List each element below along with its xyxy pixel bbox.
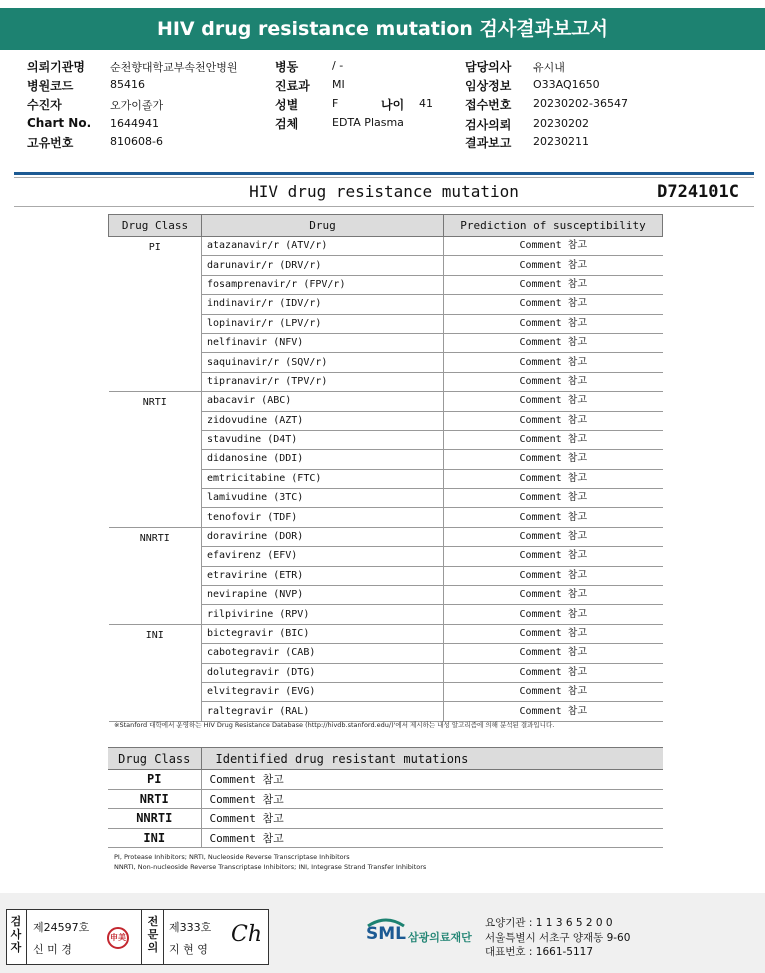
divider xyxy=(14,172,754,175)
header-label: 성별 xyxy=(275,98,299,112)
specialist-label xyxy=(144,915,162,954)
header-label: 의뢰기관명 xyxy=(27,60,85,74)
header-value: / - xyxy=(332,59,344,72)
table-row xyxy=(109,237,663,256)
header-value: 810608-6 xyxy=(110,135,163,148)
drug-class-cell: NRTI xyxy=(109,392,202,528)
drug-cell: lopinavir/r (LPV/r) xyxy=(202,314,444,333)
drug-class-cell: INI xyxy=(108,828,201,848)
divider xyxy=(14,206,754,207)
header-label: 병원코드 xyxy=(27,79,74,93)
mutation-cell: Comment 참고 xyxy=(201,770,663,790)
lab-name: 삼광의료재단 xyxy=(408,931,472,944)
specialist-signature-icon: Ch xyxy=(231,922,263,947)
drug-cell: rilpivirine (RPV) xyxy=(202,605,444,624)
column-header: Drug Class xyxy=(108,748,201,770)
prediction-cell: Comment 참고 xyxy=(444,411,663,430)
prediction-cell: Comment 참고 xyxy=(444,275,663,294)
signature-box xyxy=(6,909,269,965)
lab-address: 서울특별시 서초구 양재동 9-60 xyxy=(485,931,631,944)
drug-cell: indinavir/r (IDV/r) xyxy=(202,295,444,314)
drug-cell: etravirine (ETR) xyxy=(202,566,444,585)
lab-phone: 대표번호 : 1661-5117 xyxy=(485,946,594,958)
lab-institution-number: 요양기관 : 1 1 3 6 5 2 0 0 xyxy=(485,917,613,929)
mutation-cell: Comment 참고 xyxy=(201,809,663,829)
header-value: 1644941 xyxy=(110,117,159,130)
drug-cell: zidovudine (AZT) xyxy=(202,411,444,430)
divider xyxy=(26,910,27,964)
patient-header xyxy=(0,58,765,158)
specialist-name: 지 현 영 xyxy=(169,943,208,956)
divider xyxy=(14,177,754,178)
drug-cell: bictegravir (BIC) xyxy=(202,624,444,643)
prediction-cell: Comment 참고 xyxy=(444,566,663,585)
prediction-cell: Comment 참고 xyxy=(444,702,663,721)
database-note: ※Stanford 대학에서 운영하는 HIV Drug Resistance Database (http://hivdb.stanford.edu/)'에서 제시하는 내성 알고리즘에 의해 분석된 결과입니다. xyxy=(114,721,555,729)
mutation-table xyxy=(108,747,663,848)
drug-cell: cabotegravir (CAB) xyxy=(202,644,444,663)
header-value: 순천향대학교부속천안병원 xyxy=(110,61,238,74)
prediction-cell: Comment 참고 xyxy=(444,372,663,391)
table-row xyxy=(109,392,663,411)
examiner-label xyxy=(7,915,25,954)
drug-cell: nevirapine (NVP) xyxy=(202,586,444,605)
drug-class-cell: PI xyxy=(108,770,201,790)
header-label: 검체 xyxy=(275,117,299,131)
examiner-name: 신 미 경 xyxy=(33,943,72,956)
susceptibility-table xyxy=(108,214,663,722)
specialist-number: 제333호 xyxy=(169,921,212,934)
prediction-cell: Comment 참고 xyxy=(444,682,663,701)
mutation-table-body xyxy=(108,770,663,848)
column-header: Drug xyxy=(202,215,444,237)
abbreviation-line: NNRTI, Non-nucleoside Reverse Transcriptase Inhibitors; INI, Integrase Strand Transfer Inhibitors xyxy=(114,863,427,871)
drug-cell: didanosine (DDI) xyxy=(202,450,444,469)
header-label: 결과보고 xyxy=(465,136,512,150)
prediction-cell: Comment 참고 xyxy=(444,353,663,372)
table-row xyxy=(108,809,663,829)
prediction-cell: Comment 참고 xyxy=(444,256,663,275)
header-label: 담당의사 xyxy=(465,60,512,74)
prediction-cell: Comment 참고 xyxy=(444,314,663,333)
document-code: D724101C xyxy=(657,182,739,202)
prediction-cell: Comment 참고 xyxy=(444,663,663,682)
prediction-cell: Comment 참고 xyxy=(444,392,663,411)
drug-cell: lamivudine (3TC) xyxy=(202,489,444,508)
header-label: 임상정보 xyxy=(465,79,512,93)
drug-cell: fosamprenavir/r (FPV/r) xyxy=(202,275,444,294)
prediction-cell: Comment 참고 xyxy=(444,644,663,663)
drug-cell: emtricitabine (FTC) xyxy=(202,469,444,488)
header-value: 20230202-36547 xyxy=(533,97,628,110)
divider xyxy=(141,910,142,964)
header-label: 수진자 xyxy=(27,98,62,112)
column-header: Identified drug resistant mutations xyxy=(201,748,663,770)
header-value: 20230202 xyxy=(533,117,589,130)
table-row xyxy=(109,624,663,643)
document-title: HIV drug resistance mutation xyxy=(249,182,519,201)
prediction-cell: Comment 참고 xyxy=(444,333,663,352)
prediction-cell: Comment 참고 xyxy=(444,489,663,508)
header-label-age: 나이 xyxy=(381,98,405,112)
table-row xyxy=(108,828,663,848)
abbreviation-line: PI, Protease Inhibitors; NRTI, Nucleoside Reverse Transcriptase Inhibitors xyxy=(114,853,350,861)
header-value: 유시내 xyxy=(533,61,565,74)
drug-cell: saquinavir/r (SQV/r) xyxy=(202,353,444,372)
header-value: MI xyxy=(332,78,345,91)
mutation-cell: Comment 참고 xyxy=(201,828,663,848)
header-value-age: 41 xyxy=(419,97,433,110)
prediction-cell: Comment 참고 xyxy=(444,430,663,449)
prediction-cell: Comment 참고 xyxy=(444,527,663,546)
prediction-cell: Comment 참고 xyxy=(444,508,663,527)
header-value: EDTA Plasma xyxy=(332,116,404,129)
drug-cell: doravirine (DOR) xyxy=(202,527,444,546)
prediction-cell: Comment 참고 xyxy=(444,237,663,256)
prediction-cell: Comment 참고 xyxy=(444,295,663,314)
drug-class-cell: NRTI xyxy=(108,789,201,809)
divider xyxy=(163,910,164,964)
prediction-cell: Comment 참고 xyxy=(444,547,663,566)
drug-class-cell: PI xyxy=(109,237,202,392)
header-label: 검사의뢰 xyxy=(465,118,512,132)
abbreviations xyxy=(114,852,426,872)
header-label: 고유번호 xyxy=(27,136,74,150)
drug-cell: elvitegravir (EVG) xyxy=(202,682,444,701)
prediction-cell: Comment 참고 xyxy=(444,586,663,605)
header-value: O33AQ1650 xyxy=(533,78,600,91)
lab-info xyxy=(485,916,630,960)
mutation-cell: Comment 참고 xyxy=(201,789,663,809)
table-row xyxy=(108,789,663,809)
drug-class-cell: INI xyxy=(109,624,202,721)
lab-logo-text: SML xyxy=(366,924,406,944)
header-label: Chart No. xyxy=(27,116,92,130)
drug-class-cell: NNRTI xyxy=(108,809,201,829)
prediction-cell: Comment 참고 xyxy=(444,605,663,624)
drug-cell: stavudine (D4T) xyxy=(202,430,444,449)
header-value: 20230211 xyxy=(533,135,589,148)
header-value: F xyxy=(332,97,339,110)
prediction-cell: Comment 참고 xyxy=(444,624,663,643)
header-label: 병동 xyxy=(275,60,299,74)
examiner-stamp-icon: 申美 xyxy=(107,927,129,949)
drug-cell: abacavir (ABC) xyxy=(202,392,444,411)
drug-cell: atazanavir/r (ATV/r) xyxy=(202,237,444,256)
drug-cell: darunavir/r (DRV/r) xyxy=(202,256,444,275)
table-row xyxy=(108,770,663,790)
column-header: Prediction of susceptibility xyxy=(444,215,663,237)
header-value: 오가이졸가 xyxy=(110,99,164,112)
prediction-cell: Comment 참고 xyxy=(444,450,663,469)
header-value: 85416 xyxy=(110,78,145,91)
examiner-label-text: 검사자 xyxy=(10,915,22,954)
drug-cell: efavirenz (EFV) xyxy=(202,547,444,566)
drug-class-cell: NNRTI xyxy=(109,527,202,624)
drug-cell: raltegravir (RAL) xyxy=(202,702,444,721)
report-title-bar xyxy=(0,8,765,50)
specialist-label-text: 전문의 xyxy=(147,915,159,954)
column-header: Drug Class xyxy=(109,215,202,237)
susceptibility-table-body xyxy=(109,237,663,722)
prediction-cell: Comment 참고 xyxy=(444,469,663,488)
drug-cell: tipranavir/r (TPV/r) xyxy=(202,372,444,391)
examiner-number: 제24597호 xyxy=(33,921,90,934)
drug-cell: dolutegravir (DTG) xyxy=(202,663,444,682)
header-label: 접수번호 xyxy=(465,98,512,112)
drug-cell: tenofovir (TDF) xyxy=(202,508,444,527)
header-label: 진료과 xyxy=(275,79,310,93)
report-title: HIV drug resistance mutation 검사결과보고서 xyxy=(156,18,609,40)
drug-cell: nelfinavir (NFV) xyxy=(202,333,444,352)
table-row xyxy=(109,527,663,546)
